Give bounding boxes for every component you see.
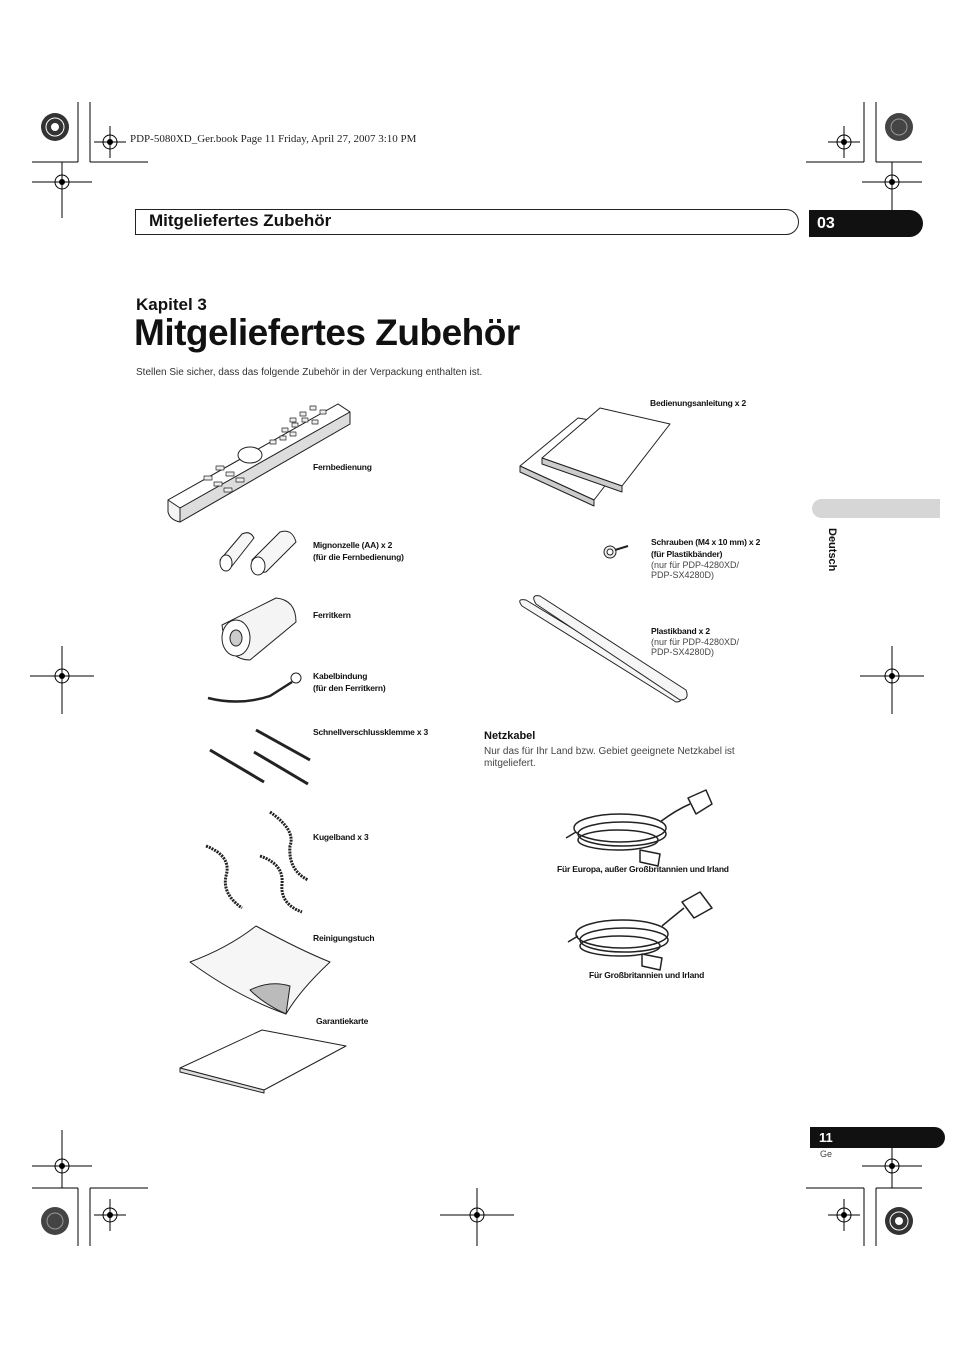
label-batteries: Mignonzelle (AA) x 2 (für die Fernbedienung) <box>313 540 404 562</box>
manuals-image <box>520 408 670 506</box>
clamps-image <box>210 730 310 784</box>
chapter-label: Kapitel 3 <box>136 295 207 314</box>
label-screws: Schrauben (M4 x 10 mm) x 2 (für Plastikbänder) (nur für PDP-4280XD/ PDP-SX4280D) <box>651 537 761 580</box>
label-cleaning-cloth: Reinigungstuch <box>313 933 375 943</box>
warranty-card-image <box>180 1030 346 1093</box>
label-manuals: Bedienungsanleitung x 2 <box>650 398 746 408</box>
label-ferrite-core: Ferritkern <box>313 610 351 620</box>
label-plastic-bands: Plastikband x 2 (nur für PDP-4280XD/ PDP-SX4280D) <box>651 626 740 657</box>
uk-power-cord-image <box>568 892 712 970</box>
ferrite-core-image <box>222 598 296 660</box>
page-number: 11 <box>810 1127 945 1148</box>
bead-bands-image <box>206 812 308 912</box>
power-cord-heading: Netzkabel <box>484 730 536 742</box>
uk-power-cord-caption: Für Großbritannien und Irland <box>589 970 705 980</box>
label-clamps: Schnellverschlussklemme x 3 <box>313 727 429 737</box>
eu-power-cord-caption: Für Europa, außer Großbritannien und Irland <box>557 864 729 874</box>
screw-image <box>604 546 628 558</box>
eu-power-cord-image <box>566 790 712 866</box>
side-language-label: Deutsch <box>826 528 838 572</box>
cleaning-cloth-image <box>190 926 330 1014</box>
language-code: Ge <box>820 1149 833 1159</box>
header-title: Mitgeliefertes Zubehör <box>149 211 332 230</box>
chapter-number-badge: 03 <box>809 210 923 237</box>
label-warranty-card: Garantiekarte <box>316 1016 369 1026</box>
label-cable-tie: Kabelbindung (für den Ferritkern) <box>313 671 386 693</box>
page-title: Mitgeliefertes Zubehör <box>134 312 520 353</box>
cable-tie-image <box>208 673 301 702</box>
intro-text: Stellen Sie sicher, dass das folgende Zubehör in der Verpackung enthalten ist. <box>136 367 483 378</box>
book-info: PDP-5080XD_Ger.book Page 11 Friday, April 27, 2007 3:10 PM <box>130 133 417 145</box>
batteries-image <box>220 531 296 575</box>
power-cord-text: Nur das für Ihr Land bzw. Gebiet geeignete Netzkabel ist mitgeliefert. <box>484 746 735 769</box>
label-remote-control: Fernbedienung <box>313 462 372 472</box>
label-bead-bands: Kugelband x 3 <box>313 832 369 842</box>
